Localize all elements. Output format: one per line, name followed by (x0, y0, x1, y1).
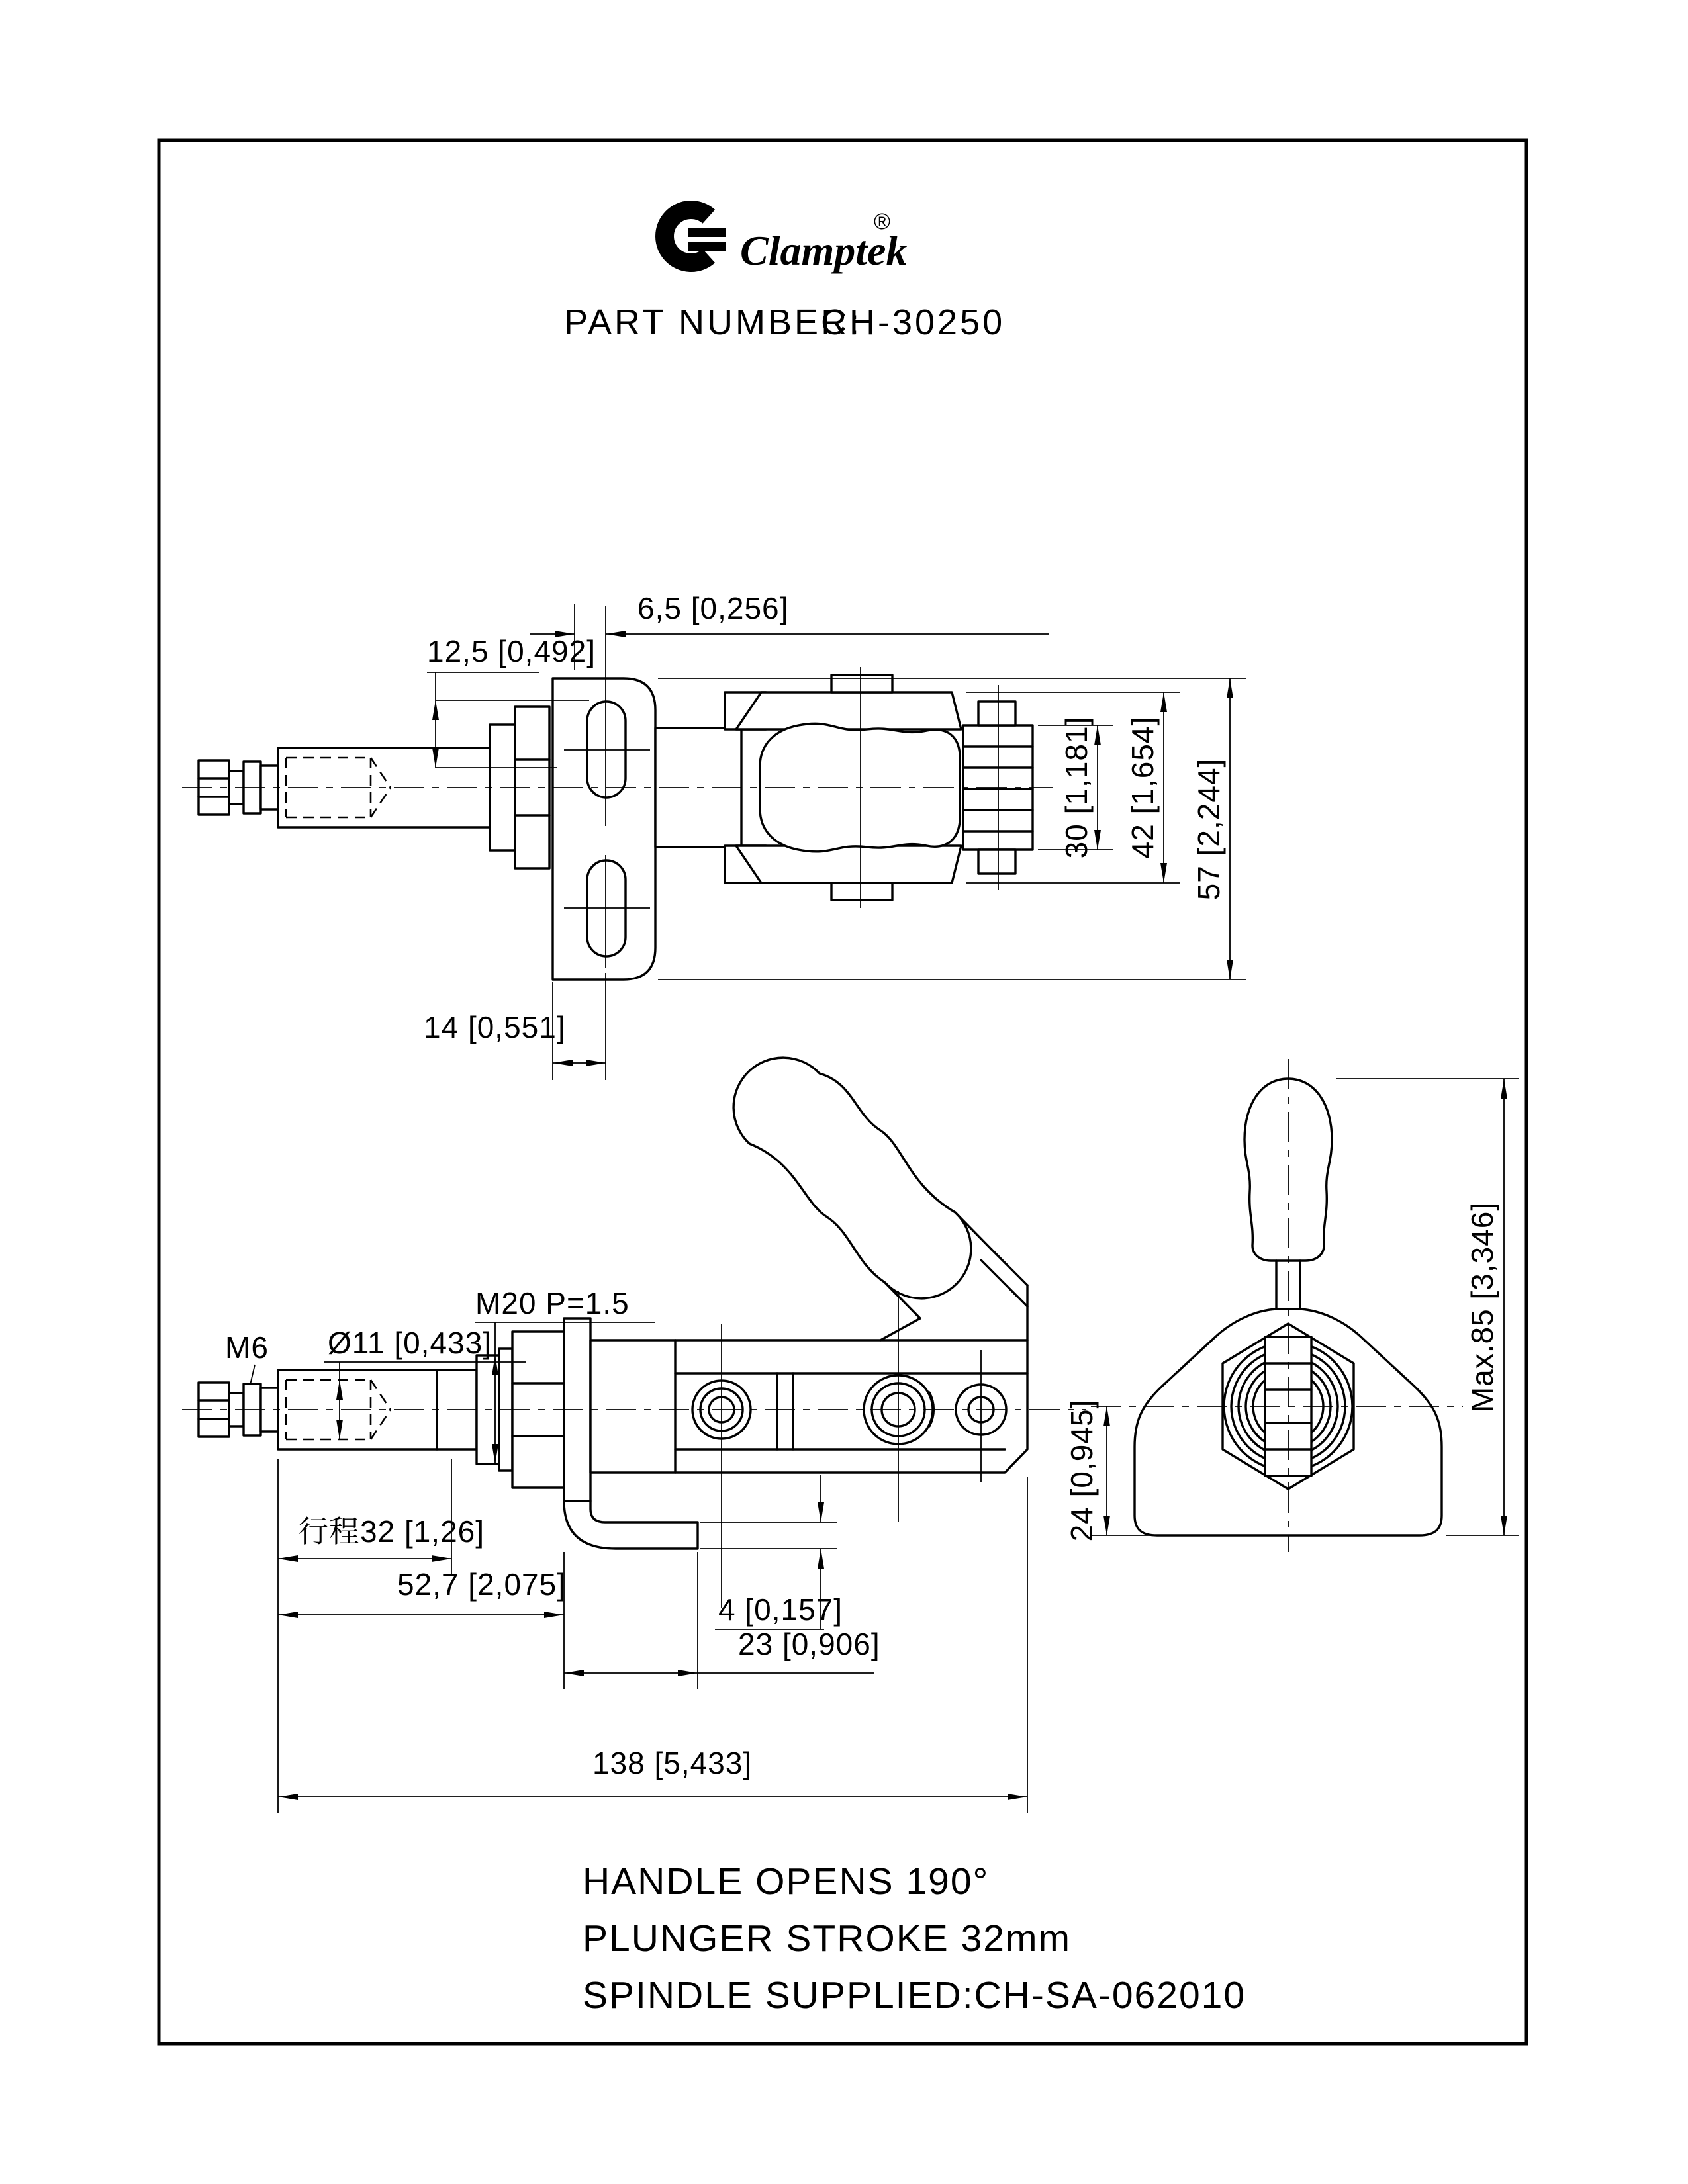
clamptek-logo (665, 209, 907, 274)
svg-text:4 [0,157]: 4 [0,157] (718, 1592, 843, 1627)
top-clevis-upper (736, 692, 961, 729)
top-tab-lower (831, 883, 892, 900)
top-block-cap-lower (978, 850, 1015, 874)
svg-text:57 [2,244]: 57 [2,244] (1192, 758, 1226, 901)
top-dim-6-5 (530, 591, 1049, 670)
part-number-value: CH-30250 (821, 302, 1006, 342)
front-view-drawing (182, 1058, 1086, 1813)
svg-text:138 [5,433]: 138 [5,433] (592, 1746, 753, 1780)
note-spindle-supplied: SPINDLE SUPPLIED:CH-SA-062010 (583, 1974, 1246, 2017)
svg-text:12,5 [0,492]: 12,5 [0,492] (427, 634, 596, 668)
svg-text:14 [0,551]: 14 [0,551] (424, 1010, 566, 1044)
registered-trademark: ® (874, 209, 891, 234)
top-view-drawing (182, 591, 1246, 1080)
part-number-label: PART NUMBER: (564, 302, 863, 342)
top-dim-14 (424, 973, 606, 1080)
svg-text:30 [1,181]: 30 [1,181] (1059, 716, 1094, 859)
svg-text:Ø11 [0,433]: Ø11 [0,433] (328, 1326, 492, 1360)
svg-text:行程32 [1,26]: 行程32 [1,26] (298, 1514, 485, 1549)
top-clevis-lower (736, 846, 961, 883)
svg-text:23 [0,906]: 23 [0,906] (738, 1627, 880, 1661)
front-body (590, 1340, 1027, 1473)
front-handle-grip (733, 1058, 971, 1298)
logo-bar-bottom (688, 242, 726, 251)
note-plunger-stroke: PLUNGER STROKE 32mm (583, 1917, 1071, 1960)
svg-text:M20 P=1.5: M20 P=1.5 (475, 1286, 630, 1320)
svg-text:52,7 [2,075]: 52,7 [2,075] (397, 1567, 566, 1602)
part-number-line (564, 302, 1005, 342)
front-l-bracket (564, 1497, 698, 1549)
note-handle-opens: HANDLE OPENS 190° (583, 1860, 990, 1903)
top-block-cap-upper (978, 702, 1015, 725)
svg-text:M6: M6 (225, 1330, 269, 1365)
logo-bar-top (688, 228, 726, 237)
notes-block (583, 1860, 1246, 2017)
svg-text:6,5 [0,256]: 6,5 [0,256] (637, 591, 789, 625)
svg-text:42 [1,654]: 42 [1,654] (1125, 716, 1160, 859)
svg-text:Max.85 [3,346]: Max.85 [3,346] (1465, 1201, 1499, 1413)
front-dim-52-7 (278, 1552, 566, 1689)
side-view-drawing (1064, 1059, 1519, 1552)
svg-text:24 [0,945]: 24 [0,945] (1064, 1399, 1099, 1542)
front-dim-stroke (278, 1459, 485, 1813)
front-label-m6 (225, 1330, 269, 1385)
brand-name: Clamptek (740, 227, 908, 274)
top-tab-upper (831, 675, 892, 692)
